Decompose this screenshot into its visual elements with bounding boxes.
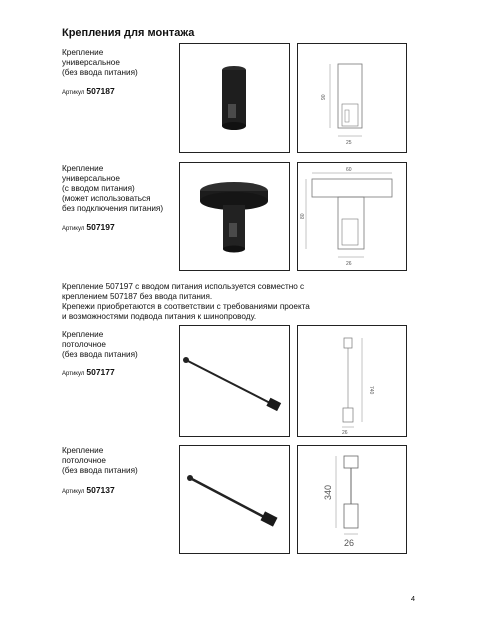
dimension-width: 25 [346, 140, 352, 146]
mount-photo [180, 44, 289, 152]
product-photo-507187 [179, 43, 290, 153]
dimension-width: 26 [344, 538, 355, 548]
article-507177: Артикул 507177 [62, 367, 115, 377]
product-photo-507177 [179, 325, 290, 437]
product-photo-507197 [179, 162, 290, 271]
article-507197: Артикул 507197 [62, 222, 115, 232]
dimension-width: 26 [342, 430, 348, 436]
item-description-507137: Крепление потолочное (без ввода питания) [62, 446, 138, 475]
article-507187: Артикул 507187 [62, 86, 115, 96]
item-description-507197: Крепление универсальное (с вводом питания) (может использоваться без подключения питания) [62, 164, 164, 213]
article-507137: Артикул 507137 [62, 485, 115, 495]
drawing-507137 [297, 445, 407, 554]
technical-drawing [298, 163, 406, 270]
mount-photo [180, 326, 289, 436]
dimension-width: 26 [346, 261, 352, 267]
item-description-507187: Крепление универсальное (без ввода питания) [62, 48, 138, 77]
dimension-width-top: 60 [346, 167, 352, 173]
mount-photo [180, 163, 289, 270]
item-description-507177: Крепление потолочное (без ввода питания) [62, 330, 138, 359]
drawing-507187 [297, 43, 407, 153]
dimension-height: 740 [368, 386, 374, 395]
page-title: Крепления для монтажа [62, 27, 195, 39]
technical-drawing [298, 44, 406, 152]
dimension-height: 90 [321, 94, 327, 100]
technical-drawing [298, 446, 406, 553]
page-number: 4 [410, 594, 415, 603]
dimension-height: 80 [300, 213, 306, 219]
dimension-height: 340 [323, 484, 333, 500]
product-photo-507137 [179, 445, 290, 554]
drawing-507197 [297, 162, 407, 271]
usage-note: Крепление 507197 с вводом питания используется совместно с креплением 507187 без ввода питания. Крепежи приобретаются в соответствии с требованиями проекта и возможностями подвода питания к шинопроводу. [62, 282, 310, 321]
mount-photo [180, 446, 289, 553]
drawing-507177 [297, 325, 407, 437]
technical-drawing [298, 326, 406, 436]
